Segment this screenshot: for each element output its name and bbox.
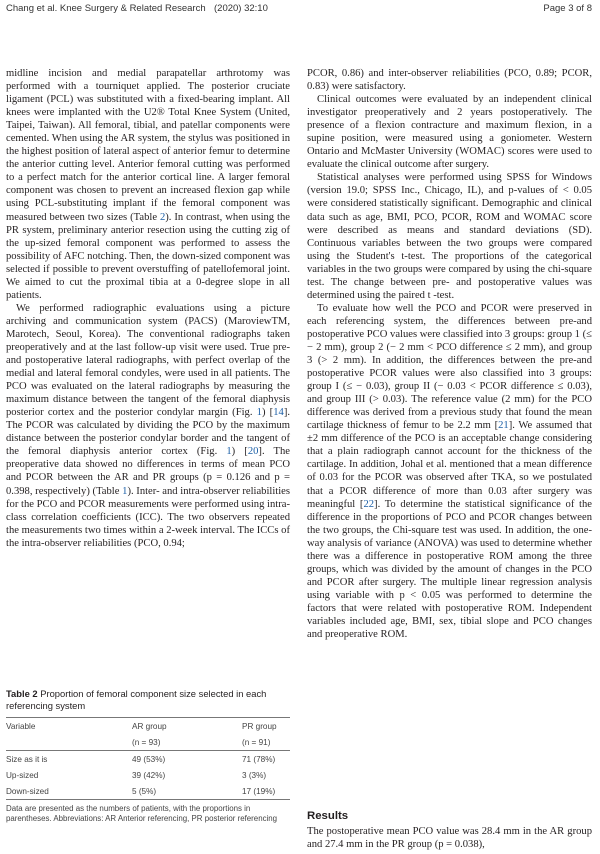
right-column: [307, 67, 592, 641]
table-1-link[interactable]: 1: [122, 485, 128, 497]
cell-pr: 17 (19%): [242, 783, 290, 800]
cell-ar: 5 (5%): [132, 783, 242, 800]
header-pr-group: PR group: [242, 718, 290, 735]
text-span: ). In contrast, when using the PR system, preliminary anterior resection using the cutting zig of the up-sized femoral component was performed to assess the possibility of AFC notching. Then, the down-sized component was selected if possible to prevent overstuffing of patellofemoral joint. We aimed to cut the proximal tibia at a 0-degree slope in all patients.: [6, 211, 290, 301]
text-span: To evaluate how well the PCO and PCOR were preserved in each referencing system, the differences between pre-and postoperative PCO values were classified into 3 groups: group 1 (≤ − 2 mm), group 2 (− 2 mm < PCO difference ≤ 2 mm), and group 3 (> 2 mm). In addition, the differences between the pre-and postoperative PCOR values were also classified into 3 groups: group I (≤ − 0.03), group II (− 0.03 < PCOR difference ≤ 0.03), and group III (> 0.03). The reference value (2 mm) for the PCO difference was derived from a previous study that found the mean cartilage thickness of femur to be 2.2 mm [: [307, 302, 592, 432]
table-row: [6, 751, 290, 768]
paragraph-statistical-analysis: Statistical analyses were performed using SPSS for Windows (version 19.0; SPSS Inc., Chicago, IL), and p-values of < 0.05 were considered statistically significant. Demographic and clinical data such as age, BMI, PCO, PCOR, ROM and WOMAC score were described as means and standard deviations (SD). Continuous variables between the two groups were compared using the Student's t-test. The proportions of the categorical variables in the two groups were compared by using the chi-square test. The change between pre- and postoperative values was determined using the paired t -test.: [307, 172, 592, 301]
row-label: Up-sized: [6, 770, 39, 780]
paragraph-clinical-outcomes: Clinical outcomes were evaluated by an independent clinical investigator preoperatively and 2 years postoperatively. The presence of a flexion contracture and maximum flexion, in a supine position, were measured using a goniometer. Western Ontario and McMaster University (WOMAC) scores were used to evaluate the clinical outcome after surgery.: [307, 94, 592, 171]
reference-21-link[interactable]: 21: [498, 420, 509, 432]
text-span: ). Inter- and intra-observer reliabilities for the PCO and PCOR measurements were performed using intra-class correlation coefficients (ICC). The two observers repeated the measurements two times within a 2-week interval. The ICCs of the intra-observer reliabilities (PCO, 0.94;: [6, 485, 291, 549]
table-subheader-row: [6, 734, 290, 751]
cell-pr: 71 (78%): [242, 754, 276, 764]
subheader-empty: [6, 734, 132, 751]
text-span: ]. We assumed that ±2 mm difference of the PCO is an acceptable change considering that a plain radiograph cannot account for the thickness of the cartilage. In addition, Johal et al. mentioned that a mean difference of 0.03 for the PCOR was observed after TKA, so we postulated that a PCOR difference of more than 0.03 after surgery was meaningful [: [307, 420, 593, 510]
subheader-ar-n: (n = 93): [132, 734, 242, 751]
table-label: Table 2: [6, 688, 38, 699]
text-span: We performed radiographic evaluations using a picture archiving and communication system (PACS) (MaroviewTM, Marotech, Seoul, Korea). The conventional radiographs taken preoperatively and at the last follow-up visit were used. True pre- and postoperative lateral radiographs, with perfect overlap of the medial and lateral femoral condyles, were used in all patients. The PCO was evaluated on the lateral radiographs by measuring the maximum distance between the tangent of the femoral diaphysis posterior cortex and the posterior condylar margin (Fig.: [6, 302, 290, 419]
paragraph-pco-grouping: [307, 302, 592, 641]
figure-1-link[interactable]: 1: [226, 446, 232, 458]
text-span: midline incision and medial parapatellar arthrotomy was performed with a tourniquet applied. The posterior cruciate ligament (PCL) was substituted with a fixed-bearing implant. All knees were implanted with the U2® Total Knee System (United, Taipei, Taiwan). All femoral, tibial, and patellar components were cemented. When using the AR system, the stylus was positioned in the highest position of lateral aspect of anterior femur to determine the anterior cutting level. Anterior femoral cutting was performed to a perfect match for the anterior cortical line. A larger femoral component was chosen to prevent an increased flexion gap while using PCL-substituting implant if the femoral component was measured between two sizes (Table: [6, 68, 290, 223]
results-heading: Results: [307, 810, 349, 822]
left-column: [6, 67, 290, 550]
reference-22-link[interactable]: 22: [363, 498, 375, 510]
text-span: ) [: [261, 407, 274, 419]
results-paragraph: The postoperative mean PCO value was 28.4 mm in the AR group and 27.4 mm in the PR group (p = 0.038),: [307, 826, 592, 851]
text-span: ]. To determine the statistical significance of the difference in the proportions of PCO and PCOR changes between the two groups, the Chi-square test was used. In addition, the one-way analysis of variance (ANOVA) was used to determine whether there was a difference in postoperative ROM among the three groups, which was divided by the amount of changes in the PCO and PCOR after surgery. The multiple linear regression analysis using variable with p < 0.05 was performed to determine the factors that were related with postoperative ROM. Independent variables included age, BMI, sex, tibial slope and PCO changes and preoperative ROM.: [307, 498, 592, 641]
volume-issue: (2020) 32:10: [214, 3, 268, 14]
subheader-pr-n: (n = 91): [242, 734, 290, 751]
text-span: ]. The preoperative data showed no differences in terms of mean PCO and PCOR between the AR and PR groups (p = 0.126 and p = 0.398, respectively) (Table: [6, 446, 290, 497]
page-number: Page 3 of 8: [543, 3, 592, 14]
text-span: ) [: [231, 446, 248, 458]
table-2: [6, 688, 290, 824]
text-span: ]. The PCOR was calculated by dividing the PCO by the maximum distance between the posterior condylar border and the tangent of the femoral diaphysis anterior cortex (Fig.: [6, 407, 290, 458]
cell-pr: 3 (3%): [242, 770, 267, 780]
cell-ar: 39 (42%): [132, 770, 166, 780]
reference-20-link[interactable]: 20: [247, 446, 259, 458]
paragraph-reliability-continued: PCOR, 0.86) and inter-observer reliabilities (PCO, 0.89; PCOR, 0.83) were satisfactory.: [307, 68, 592, 93]
header-variable: Variable: [6, 718, 132, 735]
row-label: Size as it is: [6, 754, 48, 764]
caption-text: Proportion of femoral component size selected in each referencing system: [6, 688, 267, 711]
cell-ar: 49 (53%): [132, 754, 166, 764]
figure-1-link[interactable]: 1: [256, 407, 262, 419]
running-header: [6, 3, 592, 17]
header-ar-group: AR group: [132, 718, 242, 735]
table-row: [6, 767, 290, 783]
table-grid: [6, 717, 290, 800]
row-label: Down-sized: [6, 783, 132, 800]
table-row: [6, 783, 290, 800]
table-2-link[interactable]: 2: [159, 211, 166, 223]
table-header-row: [6, 718, 290, 735]
table-footnote: Data are presented as the numbers of patients, with the proportions in parentheses. Abbreviations: AR Anterior referencing, PR posterior referencing: [6, 804, 278, 823]
paragraph-radiographic-evaluation: [6, 302, 290, 550]
journal-citation: Chang et al. Knee Surgery & Related Research: [6, 3, 206, 14]
paragraph-surgical-technique: [6, 67, 290, 302]
table-caption: [6, 688, 290, 712]
reference-14-link[interactable]: 14: [273, 407, 284, 419]
